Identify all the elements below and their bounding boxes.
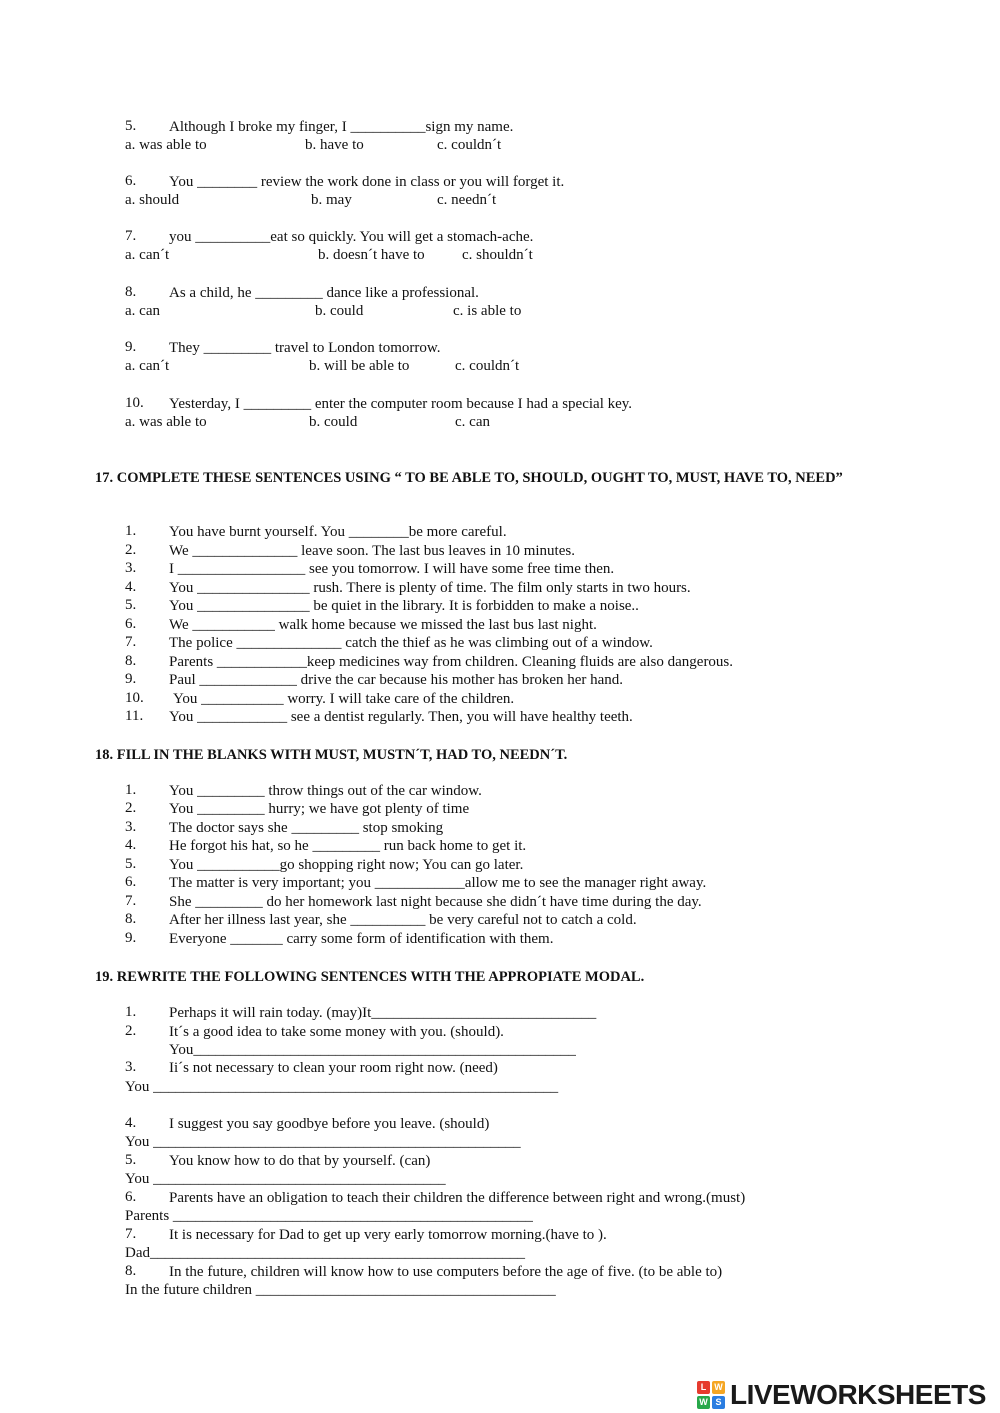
item-number: 8. — [125, 653, 137, 669]
mc-option-c: c. couldn´t — [455, 358, 520, 374]
item-number: 1. — [125, 782, 137, 798]
item-text: I suggest you say goodbye before you leave. (should) — [169, 1116, 490, 1132]
item-text: The doctor says she _________ stop smoking — [169, 820, 444, 836]
mc-option-b: b. may — [311, 192, 352, 208]
item-text: In the future, children will know how to use computers before the age of five. (to be able to) — [169, 1264, 723, 1280]
item-number: 7. — [125, 634, 137, 650]
item-number: 9. — [125, 671, 137, 687]
mc-option-b: b. could — [315, 303, 364, 319]
item-number: 8. — [125, 1263, 137, 1279]
item-number: 8. — [125, 911, 137, 927]
mc-option-a: a. was able to — [125, 137, 207, 153]
item-text: I _________________ see you tomorrow. I will have some free time then. — [169, 561, 615, 577]
item-text: It´s a good idea to take some money with you. (should). — [169, 1024, 504, 1040]
logo-tile: W — [712, 1381, 725, 1394]
item-number: 4. — [125, 837, 137, 853]
item-text: We ___________ walk home because we missed the last bus last night. — [169, 617, 597, 633]
item-number: 1. — [125, 523, 137, 539]
item-number: 4. — [125, 579, 137, 595]
item-text: You ___________go shopping right now; You can go later. — [169, 857, 524, 873]
item-text: You have burnt yourself. You ________be more careful. — [169, 524, 507, 540]
logo-tile: L — [697, 1381, 710, 1394]
item-number: 3. — [125, 560, 137, 576]
item-text: You ___________ worry. I will take care of the children. — [173, 691, 515, 707]
mc-stem: They _________ travel to London tomorrow. — [169, 340, 441, 356]
item-number: 10. — [125, 690, 144, 706]
item-text: Paul _____________ drive the car because his mother has broken her hand. — [169, 672, 624, 688]
item-text: You know how to do that by yourself. (can) — [169, 1153, 431, 1169]
mc-option-b: b. have to — [305, 137, 364, 153]
item-text: After her illness last year, she __________ be very careful not to catch a cold. — [169, 912, 637, 928]
item-text: Parents have an obligation to teach their children the difference between right and wrong.(must) — [169, 1190, 746, 1206]
mc-option-b: b. could — [309, 414, 358, 430]
mc-option-a: a. was able to — [125, 414, 207, 430]
item-text: He forgot his hat, so he _________ run back home to get it. — [169, 838, 527, 854]
item-number: 1. — [125, 1004, 137, 1020]
item-number: 3. — [125, 819, 137, 835]
mc-number: 7. — [125, 228, 137, 244]
section-18-heading: 18. FILL IN THE BLANKS WITH MUST, MUSTN´T, HAD TO, NEEDN´T. — [95, 747, 568, 763]
mc-option-c: c. needn´t — [437, 192, 497, 208]
item-text: You ____________ see a dentist regularly. Then, you will have healthy teeth. — [169, 709, 633, 725]
item-text: You _________ hurry; we have got plenty of time — [169, 801, 470, 817]
item-text: You _______________ be quiet in the library. It is forbidden to make a noise.. — [169, 598, 639, 614]
item-number: 2. — [125, 1023, 137, 1039]
logo-mark-icon — [697, 1381, 725, 1409]
item-number: 6. — [125, 1189, 137, 1205]
logo-tile: W — [697, 1396, 710, 1409]
answer-line: You _________________________________________________ — [125, 1134, 521, 1150]
mc-stem: you __________eat so quickly. You will get a stomach-ache. — [169, 229, 534, 245]
mc-number: 5. — [125, 118, 137, 134]
item-text: Ii´s not necessary to clean your room right now. (need) — [169, 1060, 498, 1076]
liveworksheets-logo — [697, 1378, 986, 1412]
answer-line: In the future children ________________________________________ — [125, 1282, 556, 1298]
item-text: You _______________ rush. There is plenty of time. The film only starts in two hours. — [169, 580, 691, 596]
mc-option-b: b. doesn´t have to — [318, 247, 425, 263]
item-text: Parents ____________keep medicines way from children. Cleaning fluids are also dangerous. — [169, 654, 734, 670]
item-text: She _________ do her homework last night because she didn´t have time during the day. — [169, 894, 702, 910]
item-number: 9. — [125, 930, 137, 946]
mc-option-c: c. can — [455, 414, 490, 430]
item-number: 2. — [125, 800, 137, 816]
mc-number: 10. — [125, 395, 144, 411]
item-text: We ______________ leave soon. The last bus leaves in 10 minutes. — [169, 543, 575, 559]
mc-stem: Although I broke my finger, I __________sign my name. — [169, 119, 514, 135]
item-number: 5. — [125, 597, 137, 613]
mc-number: 8. — [125, 284, 137, 300]
item-number: 3. — [125, 1059, 137, 1075]
item-number: 4. — [125, 1115, 137, 1131]
mc-stem: Yesterday, I _________ enter the computer room because I had a special key. — [169, 396, 633, 412]
item-number: 6. — [125, 874, 137, 890]
section-19-heading: 19. REWRITE THE FOLLOWING SENTENCES WITH THE APPROPIATE MODAL. — [95, 969, 645, 985]
logo-tile: S — [712, 1396, 725, 1409]
item-number: 6. — [125, 616, 137, 632]
answer-line: You _______________________________________ — [125, 1171, 446, 1187]
mc-option-c: c. couldn´t — [437, 137, 502, 153]
mc-option-a: a. can´t — [125, 247, 170, 263]
mc-number: 9. — [125, 339, 137, 355]
item-number: 5. — [125, 856, 137, 872]
item-text: The police ______________ catch the thief as he was climbing out of a window. — [169, 635, 653, 651]
item-text: Perhaps it will rain today. (may)It______________________________ — [169, 1005, 597, 1021]
mc-stem: As a child, he _________ dance like a professional. — [169, 285, 479, 301]
answer-line: You___________________________________________________ — [169, 1042, 576, 1058]
item-text: You _________ throw things out of the car window. — [169, 783, 482, 799]
answer-line: Dad__________________________________________________ — [125, 1245, 525, 1261]
answer-line: Parents ________________________________________________ — [125, 1208, 533, 1224]
mc-option-b: b. will be able to — [309, 358, 410, 374]
mc-option-a: a. should — [125, 192, 180, 208]
item-text: Everyone _______ carry some form of identification with them. — [169, 931, 554, 947]
mc-stem: You ________ review the work done in class or you will forget it. — [169, 174, 565, 190]
mc-option-c: c. shouldn´t — [462, 247, 533, 263]
item-text: It is necessary for Dad to get up very early tomorrow morning.(have to ). — [169, 1227, 607, 1243]
section-17-heading: 17. COMPLETE THESE SENTENCES USING “ TO BE ABLE TO, SHOULD, OUGHT TO, MUST, HAVE TO, NEED” — [95, 470, 843, 486]
logo-text: LIVEWORKSHEETS — [730, 1379, 986, 1410]
item-number: 11. — [125, 708, 144, 724]
mc-option-a: a. can´t — [125, 358, 170, 374]
item-number: 7. — [125, 893, 137, 909]
item-number: 2. — [125, 542, 137, 558]
item-number: 5. — [125, 1152, 137, 1168]
item-text: The matter is very important; you ____________allow me to see the manager right away. — [169, 875, 707, 891]
item-number: 7. — [125, 1226, 137, 1242]
mc-number: 6. — [125, 173, 137, 189]
answer-line: You ______________________________________________________ — [125, 1079, 559, 1095]
mc-option-a: a. can — [125, 303, 160, 319]
mc-option-c: c. is able to — [453, 303, 522, 319]
